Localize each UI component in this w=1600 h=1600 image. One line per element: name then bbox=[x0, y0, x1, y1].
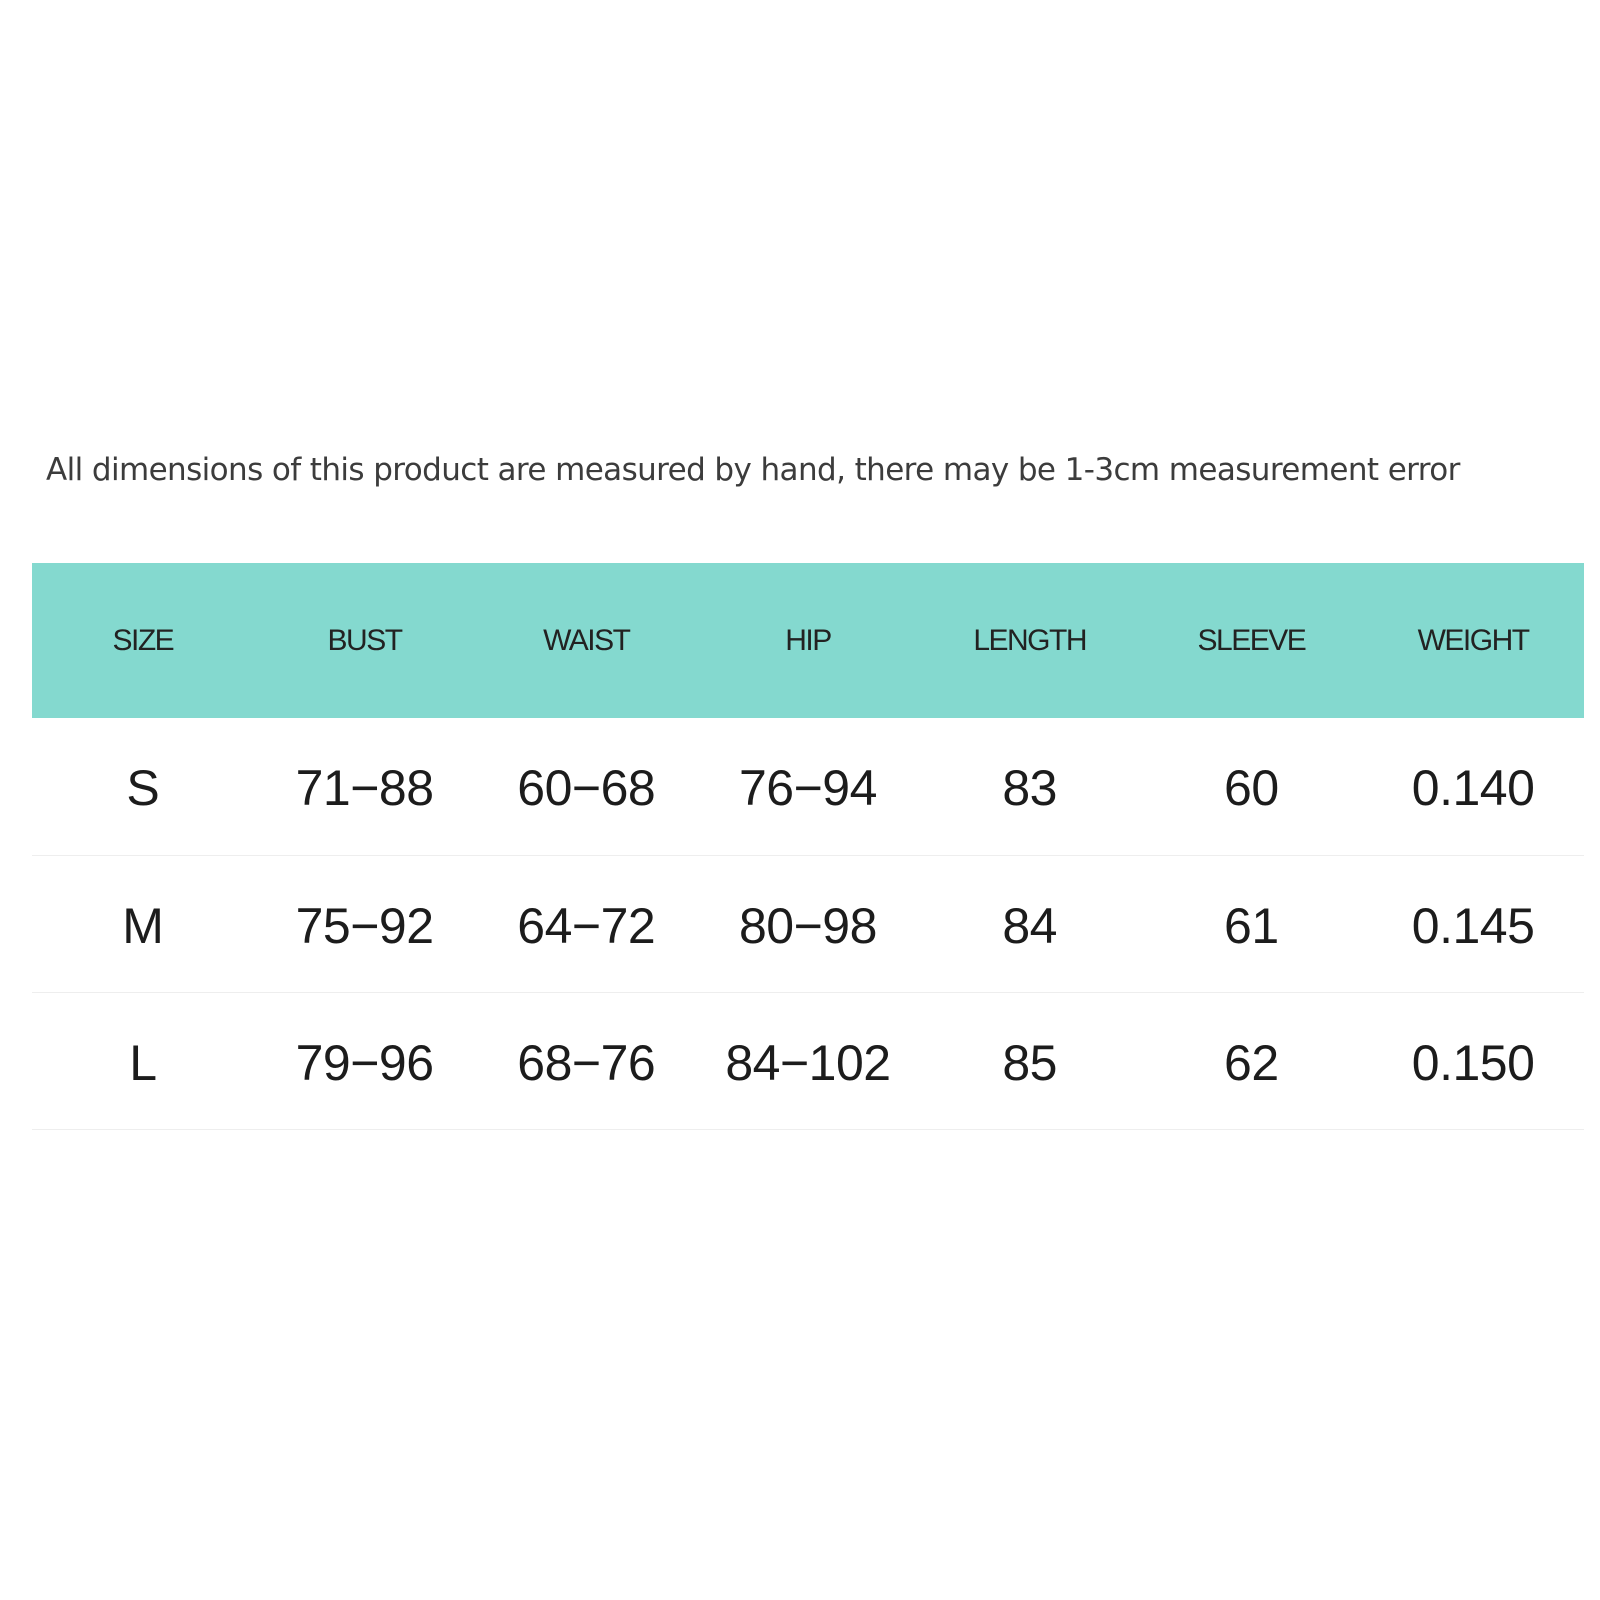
table-row bbox=[32, 718, 1584, 855]
cell-hip: 84−102 bbox=[725, 1034, 891, 1091]
header-bust: BUST bbox=[327, 623, 402, 657]
cell-bust: 79−96 bbox=[295, 1034, 434, 1091]
header-sleeve: SLEEVE bbox=[1197, 623, 1306, 657]
cell-waist: 64−72 bbox=[517, 897, 656, 954]
cell-bust: 71−88 bbox=[295, 760, 434, 817]
cell-length: 85 bbox=[1002, 1034, 1057, 1091]
cell-sleeve: 61 bbox=[1224, 897, 1279, 954]
cell-waist: 68−76 bbox=[517, 1034, 656, 1091]
cell-length: 84 bbox=[1002, 897, 1057, 954]
cell-size: M bbox=[122, 897, 164, 954]
measurement-note: All dimensions of this product are measured by hand, there may be 1-3cm measurement error bbox=[46, 452, 1460, 488]
header-length: LENGTH bbox=[973, 623, 1086, 657]
header-size: SIZE bbox=[112, 623, 174, 657]
cell-hip: 80−98 bbox=[738, 897, 877, 954]
header-waist: WAIST bbox=[543, 623, 630, 657]
header-hip: HIP bbox=[785, 623, 831, 657]
cell-size: S bbox=[126, 760, 160, 817]
cell-sleeve: 62 bbox=[1224, 1034, 1279, 1091]
table-row bbox=[32, 992, 1584, 1129]
table-row bbox=[32, 855, 1584, 992]
size-table bbox=[32, 563, 1584, 1130]
cell-hip: 76−94 bbox=[738, 760, 877, 817]
cell-bust: 75−92 bbox=[295, 897, 434, 954]
cell-size: L bbox=[129, 1034, 157, 1091]
cell-length: 83 bbox=[1002, 760, 1057, 817]
header-row bbox=[32, 563, 1584, 718]
cell-weight: 0.145 bbox=[1411, 897, 1535, 954]
cell-sleeve: 60 bbox=[1224, 760, 1279, 817]
cell-waist: 60−68 bbox=[517, 760, 656, 817]
cell-weight: 0.150 bbox=[1411, 1034, 1535, 1091]
cell-weight: 0.140 bbox=[1411, 760, 1535, 817]
header-weight: WEIGHT bbox=[1417, 623, 1529, 657]
